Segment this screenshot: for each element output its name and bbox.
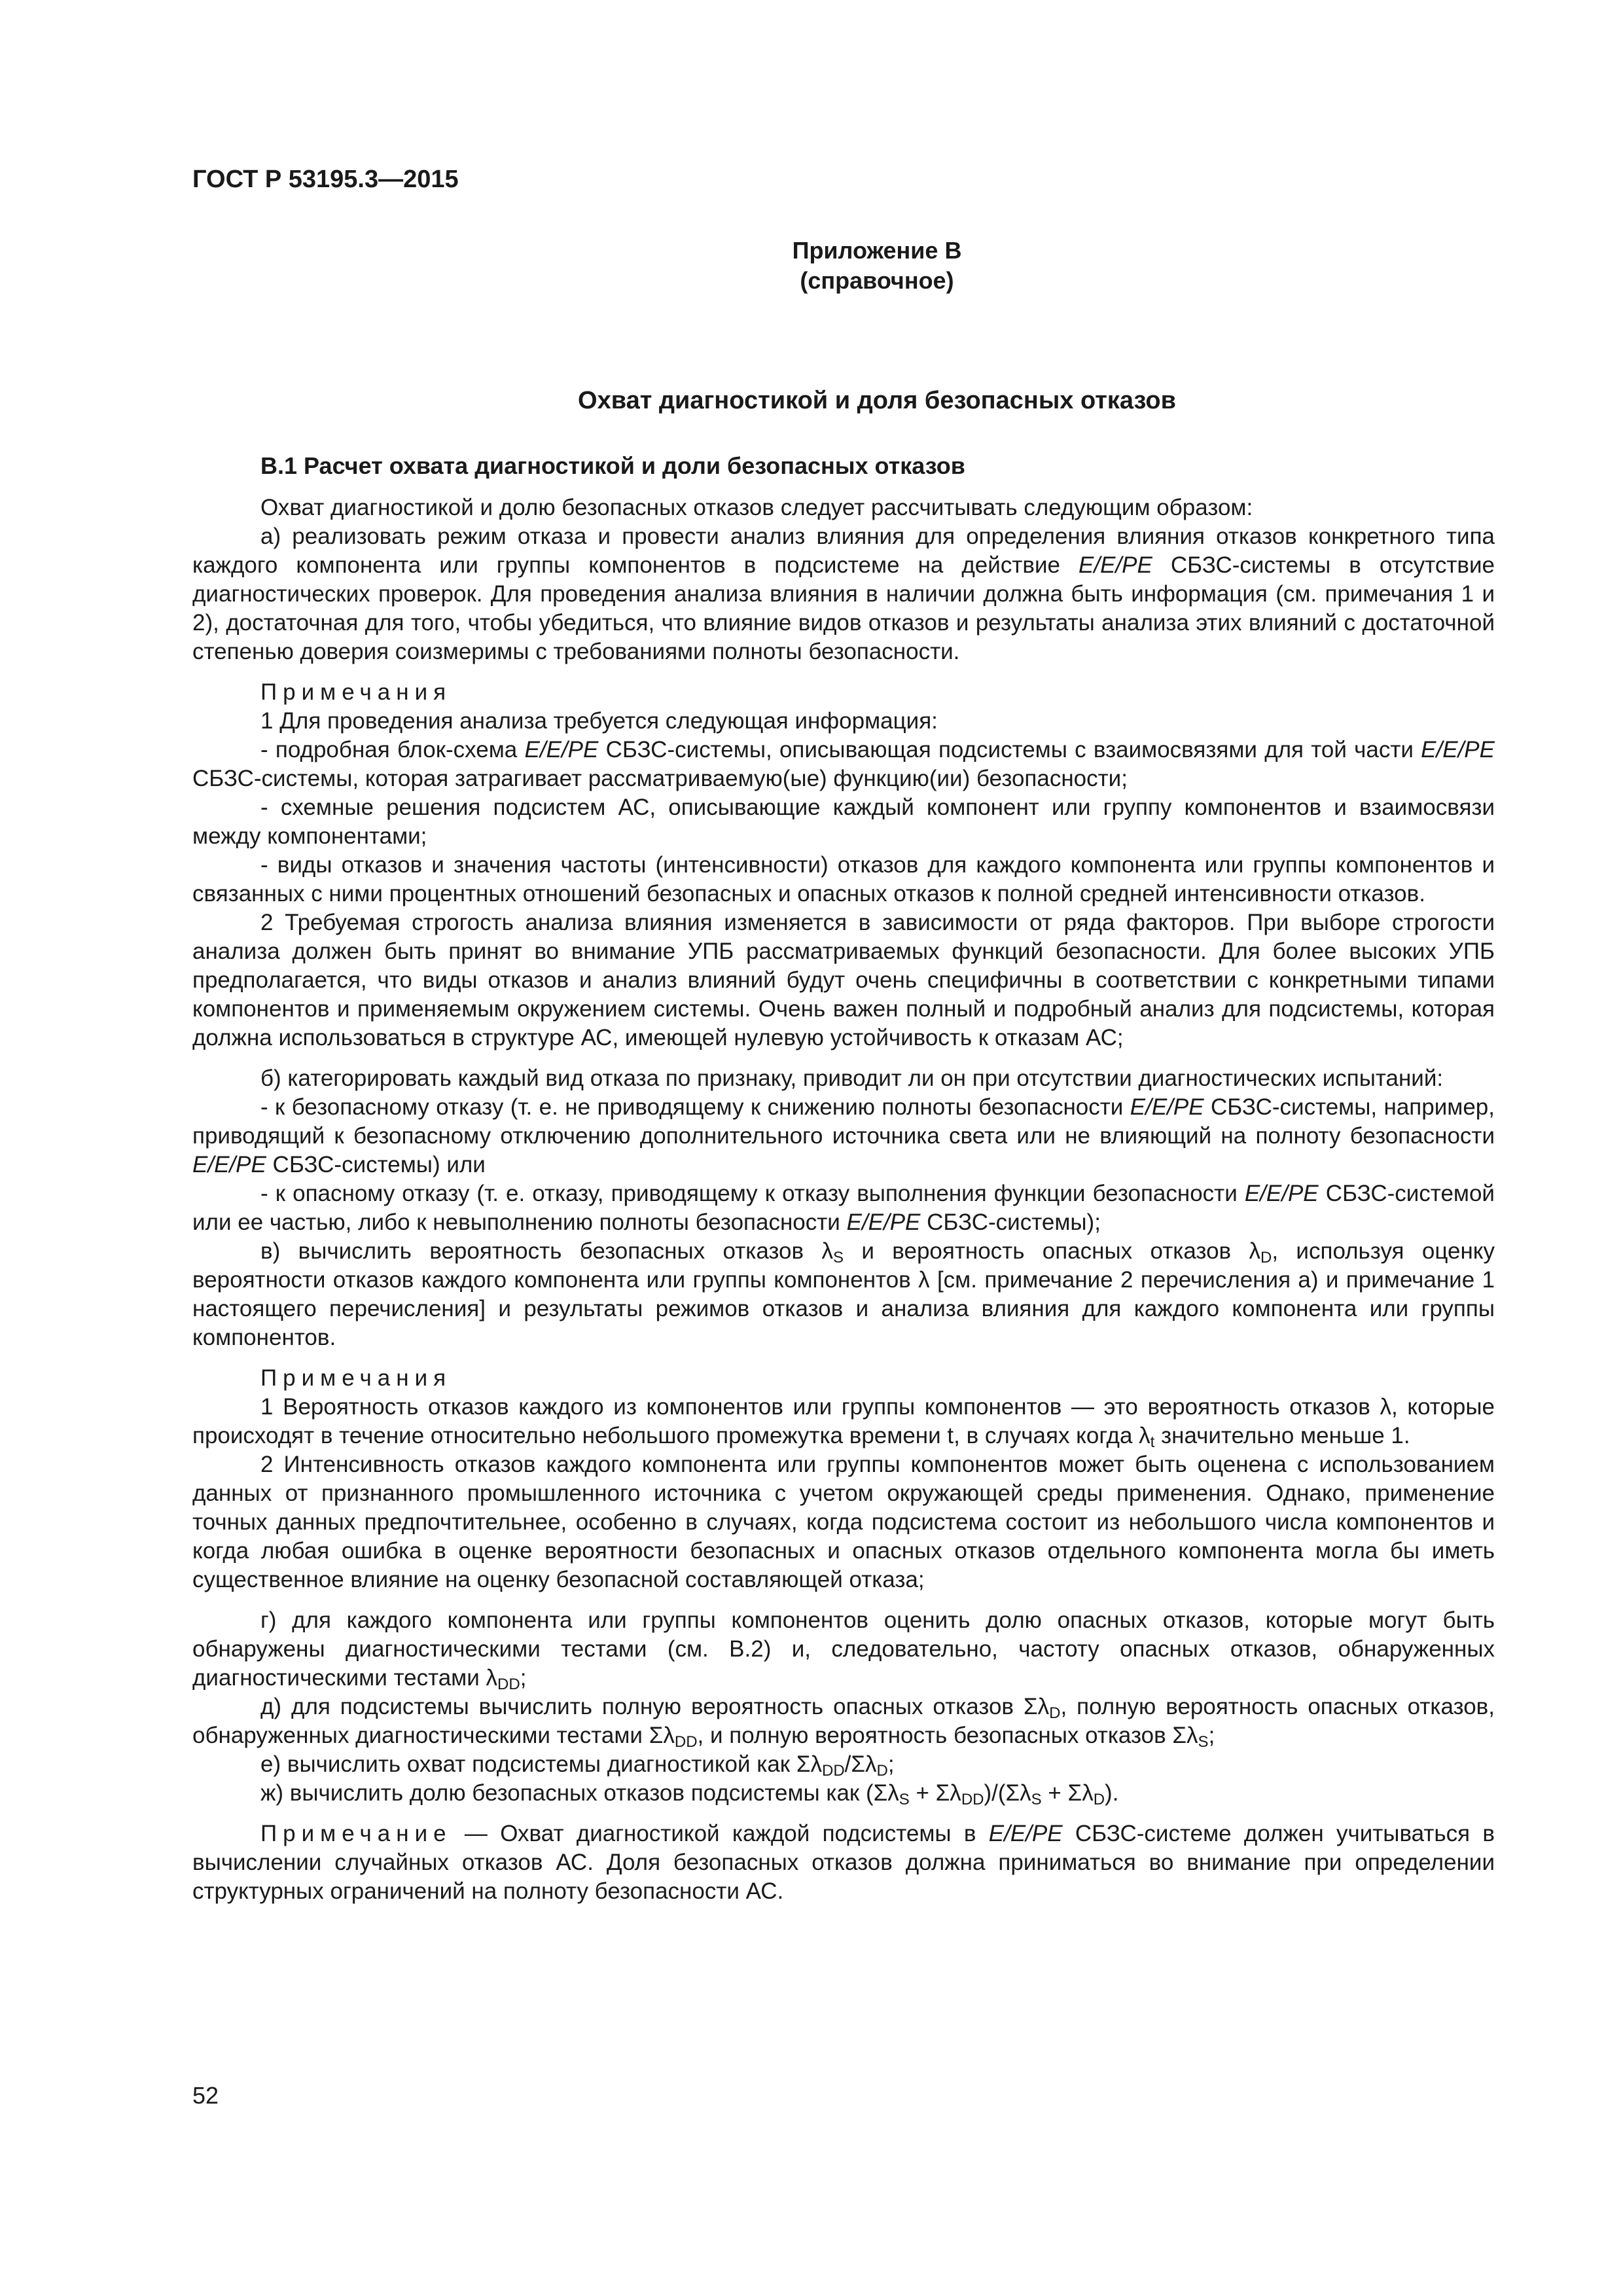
notes-label: Примечания xyxy=(260,679,452,705)
list-item-zh: ж) вычислить долю безопасных отказов подсистемы как $(\Sigma\lambda_S + \Sigma\lambda_{DD})/(\Sigma\lambda_S + \Sigma\lambda_D)$. xyxy=(260,1780,1119,1808)
section-heading: В.1 Расчет охвата диагностикой и доли безопасных отказов xyxy=(260,452,965,479)
note-1-bullet: - подробная блок-схема E/E/PE СБЗС-системы, описывающая подсистемы с взаимосвязями для той части E/E/PE СБЗС-системы, которая затрагивает рассматриваемую(ые) функцию(ии) безопасности; xyxy=(192,737,1495,791)
note-4: 2 Интенсивность отказов каждого компонента или группы компонентов может быть оценена с использованием данных от признанного промышленного источника с учетом окружающей среды применения. Однако, применение точных данных предпочтительнее, особенно в случаях, когда подсистема состоит из небольшого числа компонентов и когда любая ошибка в оценке вероятности безопасных и опасных отказов отдельного компонента могла бы иметь существенное влияние на оценку безопасной составляющей отказа; xyxy=(192,1452,1495,1592)
list-item-g: г) для каждого компонента или группы компонентов оценить долю опасных отказов, которые могут быть обнаружены диагностическими тестами (см. В.2) и, следовательно, частоту опасных отказов, обнаруженных диагностическими тестами $\lambda_{DD}$; xyxy=(192,1607,1495,1693)
notes-label: Примечания xyxy=(260,1365,452,1391)
appendix-type: (справочное) xyxy=(800,267,954,294)
list-item-b-sub: - к безопасному отказу (т. е. не приводящему к снижению полноты безопасности E/E/PE СБЗС-системы, например, приводящий к безопасному отключению дополнительного источника света или не влияющий на полноту безопасности E/E/PE СБЗС-системы) или xyxy=(192,1094,1495,1177)
page-number: 52 xyxy=(192,2082,219,2109)
note-2: 2 Требуемая строгость анализа влияния изменяется в зависимости от ряда факторов. При выборе строгости анализа должен быть принят во внимание УПБ рассматриваемых функций безопасности. Для более высоких УПБ предполагается, что виды отказов и анализ влияний будут очень специфичны в соответствии с конкретными типами компонентов и применяемым окружением системы. Очень важен полный и подробный анализ для подсистемы, которая должна использоваться в структуре АС, имеющей нулевую устойчивость к отказам АС; xyxy=(192,910,1495,1050)
list-item-b-sub: - к опасному отказу (т. е. отказу, приводящему к отказу выполнения функции безопасности E/E/PE СБЗС-системой или ее частью, либо к невыполнению полноты безопасности E/E/PE СБЗС-системы); xyxy=(192,1181,1495,1235)
document-body xyxy=(192,452,1495,1906)
list-item-e: е) вычислить охват подсистемы диагностикой как $\Sigma\lambda_{DD}/\Sigma\lambda_D$; xyxy=(260,1751,895,1780)
note-1-intro: 1 Для проведения анализа требуется следующая информация: xyxy=(260,708,938,734)
standard-code: ГОСТ Р 53195.3—2015 xyxy=(192,166,459,193)
final-note: Примечание — Охват диагностикой каждой подсистемы в E/E/PE СБЗС-системе должен учитываться в вычислении случайных отказов АС. Доля безопасных отказов должна приниматься во внимание при определении структурных ограничений на полноту безопасности АС. xyxy=(192,1821,1495,1904)
appendix-label: Приложение В xyxy=(792,237,962,264)
list-item-d: д) для подсистемы вычислить полную вероятность опасных отказов $\Sigma\lambda_D$, полную вероятность опасных отказов, обнаруженных диагностическими тестами $\Sigma\lambda_{DD}$, и полную вероятность безопасных отказов $\Sigma\lambda_S$; xyxy=(192,1694,1495,1751)
list-item-v: в) вычислить вероятность безопасных отказов $\lambda_S$ и вероятность опасных отказов $\lambda_D$, используя оценку вероятности отказов каждого компонента или группы компонентов λ [см. примечание 2 перечисления а) и примечание 1 настоящего перечисления] и результаты режимов отказов и анализа влияния для каждого компонента или группы компонентов. xyxy=(192,1238,1495,1350)
paragraph-intro: Охват диагностикой и долю безопасных отказов следует рассчитывать следующим образом: xyxy=(260,495,1253,520)
note-1-bullet: - схемные решения подсистем АС, описывающие каждый компонент или группу компонентов и взаимосвязи между компонентами; xyxy=(192,795,1495,849)
note-3: 1 Вероятность отказов каждого из компонентов или группы компонентов — это вероятность отказов λ, которые происходят в течение относительно небольшого промежутка времени t, в случаях когда $\lambda_t$ значительно меньше 1. xyxy=(192,1394,1495,1451)
note-1-bullet: - виды отказов и значения частоты (интенсивности) отказов для каждого компонента или группы компонентов и связанных с ними процентных отношений безопасных и опасных отказов к полной средней интенсивности отказов. xyxy=(192,852,1495,906)
appendix-title: Охват диагностикой и доля безопасных отказов xyxy=(578,387,1176,414)
appendix-header xyxy=(0,236,1623,296)
list-item-a: а) реализовать режим отказа и провести анализ влияния для определения влияния отказов конкретного типа каждого компонента или группы компонентов в подсистеме на действие E/E/PE СБЗС-системы в отсутствие диагностических проверок. Для проведения анализа влияния в наличии должна быть информация (см. примечания 1 и 2), достаточная для того, чтобы убедиться, что влияние видов отказов и результаты анализа этих влияний с достаточной степенью доверия соизмеримы с требованиями полноты безопасности. xyxy=(192,524,1495,664)
list-item-b: б) категорировать каждый вид отказа по признаку, приводит ли он при отсутствии диагностических испытаний: xyxy=(260,1066,1444,1091)
